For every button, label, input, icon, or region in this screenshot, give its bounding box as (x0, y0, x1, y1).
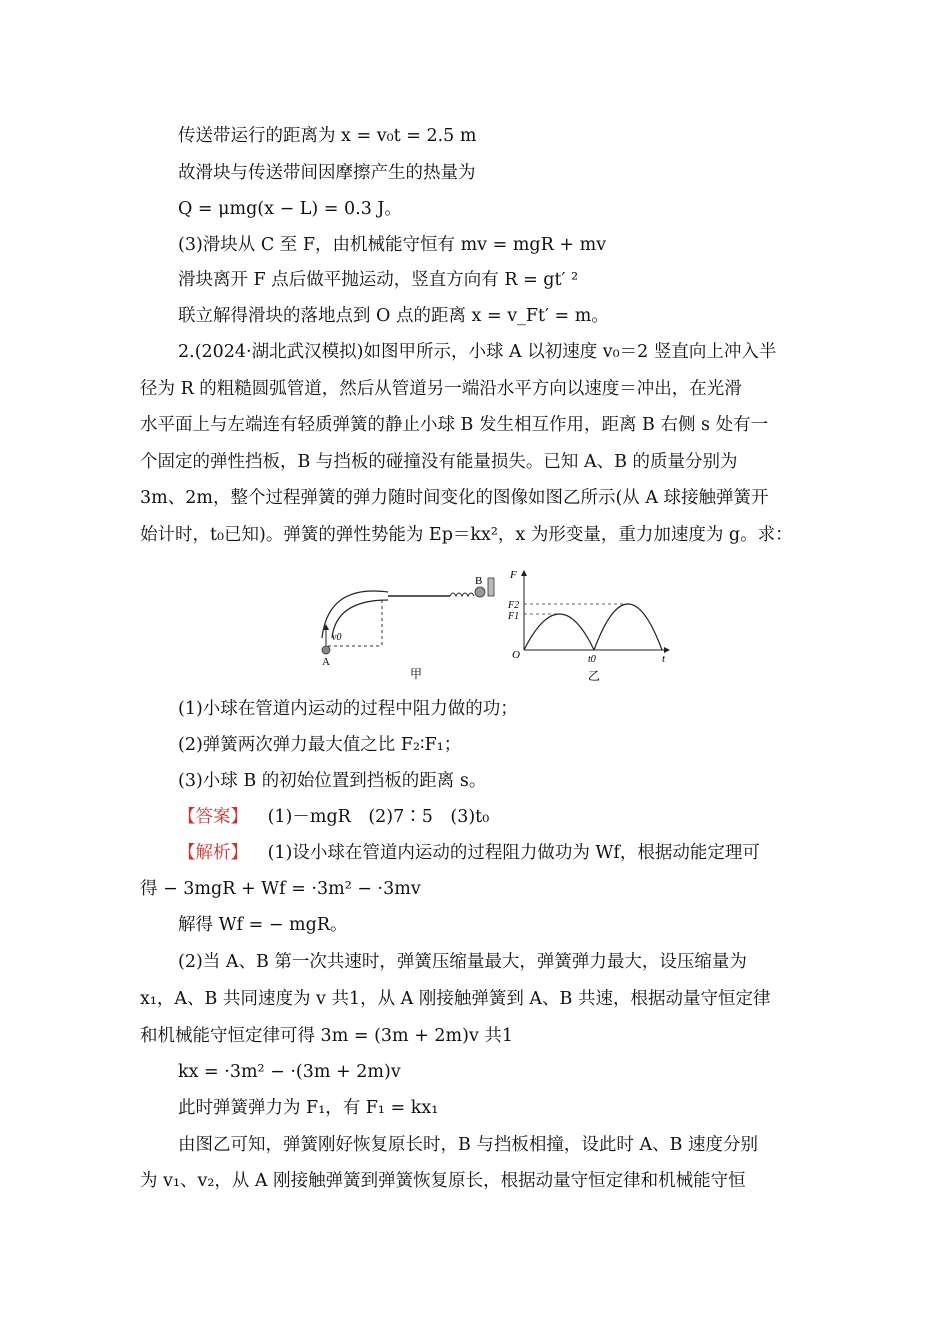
axis-f-label: F (510, 569, 517, 581)
f1-label: F1 (508, 611, 520, 622)
physics-figure (310, 562, 690, 688)
spring (450, 593, 474, 596)
analysis-tag: 【解析】 (178, 843, 248, 863)
t0-label: t0 (588, 654, 596, 665)
v0-label: v0 (332, 632, 342, 643)
answer-tag: 【答案】 (178, 807, 248, 827)
analysis-line: x₁，A、B 共同速度为 v 共1，从 A 刚接触弹簧到 A、B 共速，根据动量守恒定律 (140, 989, 771, 1009)
problem-line: 径为 R 的粗糙圆弧管道，然后从管道另一端沿水平方向以速度＝冲出，在光滑 (140, 379, 742, 399)
ball-a (322, 646, 330, 654)
answer-text: (1)－mgR (2)7∶5 (3)t₀ (267, 807, 490, 827)
text-line: 传送带运行的距离为 x = v₀t = 2.5 m (178, 126, 477, 146)
text-line: (3)滑块从 C 至 F，由机械能守恒有 mv = mgR + mv (178, 235, 607, 255)
problem-line: 个固定的弹性挡板，B 与挡板的碰撞没有能量损失。已知 A、B 的质量分别为 (140, 452, 738, 472)
ball-b-label: B (475, 575, 483, 587)
ball-b (475, 587, 485, 597)
analysis-text: (1)设小球在管道内运动的过程阻力做功为 Wf，根据动能定理可 (267, 843, 760, 863)
caption-jia: 甲 (410, 667, 423, 681)
text-line: 故滑块与传送带间因摩擦产生的热量为 (178, 163, 476, 183)
problem-line: 2.(2024·湖北武汉模拟)如图甲所示，小球 A 以初速度 v₀＝2 竖直向上冲入半 (178, 342, 777, 362)
answer-line (178, 805, 858, 829)
analysis-line (178, 841, 858, 865)
question-2: (2)弹簧两次弹力最大值之比 F₂∶F₁； (178, 735, 462, 755)
figure-yi (507, 569, 670, 683)
text-line: 滑块离开 F 点后做平抛运动，竖直方向有 R = gt′ ² (178, 270, 579, 290)
question-1: (1)小球在管道内运动的过程中阻力做的功； (178, 699, 518, 719)
problem-line: 水平面上与左端连有轻质弹簧的静止小球 B 发生相互作用，距离 B 右侧 s 处有一 (140, 415, 769, 435)
caption-yi: 乙 (588, 669, 601, 683)
axis-t-label: t (662, 653, 666, 665)
analysis-line: 解得 Wf = − mgR。 (178, 915, 348, 935)
analysis-line: kx = ·3m² − ·(3m + 2m)v (178, 1062, 401, 1082)
origin-label: O (512, 649, 520, 661)
question-3: (3)小球 B 的初始位置到挡板的距离 s。 (178, 771, 487, 791)
text-line: Q = μmg(x − L) = 0.3 J。 (178, 199, 402, 219)
analysis-line: 和机械能守恒定律可得 3m = (3m + 2m)v 共1 (140, 1026, 514, 1046)
analysis-line: 为 v₁、v₂，从 A 刚接触弹簧到弹簧恢复原长，根据动量守恒定律和机械能守恒 (140, 1171, 746, 1191)
f2-label: F2 (508, 600, 520, 611)
analysis-line: (2)当 A、B 第一次共速时，弹簧压缩量最大，弹簧弹力最大，设压缩量为 (178, 952, 747, 972)
analysis-line: 得 − 3mgR + Wf = ·3m² − ·3mv (140, 879, 421, 899)
problem-line: 始计时，t₀已知)。弹簧的弹性势能为 Ep＝kx²，x 为形变量，重力加速度为 g。求： (140, 525, 793, 545)
barrier (488, 578, 494, 596)
text-line: 联立解得滑块的落地点到 O 点的距离 x = v_Ft′ = m。 (178, 306, 609, 326)
figure-jia (322, 575, 494, 681)
problem-line: 3m、2m，整个过程弹簧的弹力随时间变化的图像如图乙所示(从 A 球接触弹簧开 (140, 488, 769, 508)
ball-a-label: A (322, 656, 330, 668)
analysis-line: 由图乙可知，弹簧刚好恢复原长时，B 与挡板相撞，设此时 A、B 速度分别 (178, 1135, 759, 1155)
analysis-line: 此时弹簧弹力为 F₁，有 F₁ = kx₁ (178, 1098, 439, 1118)
